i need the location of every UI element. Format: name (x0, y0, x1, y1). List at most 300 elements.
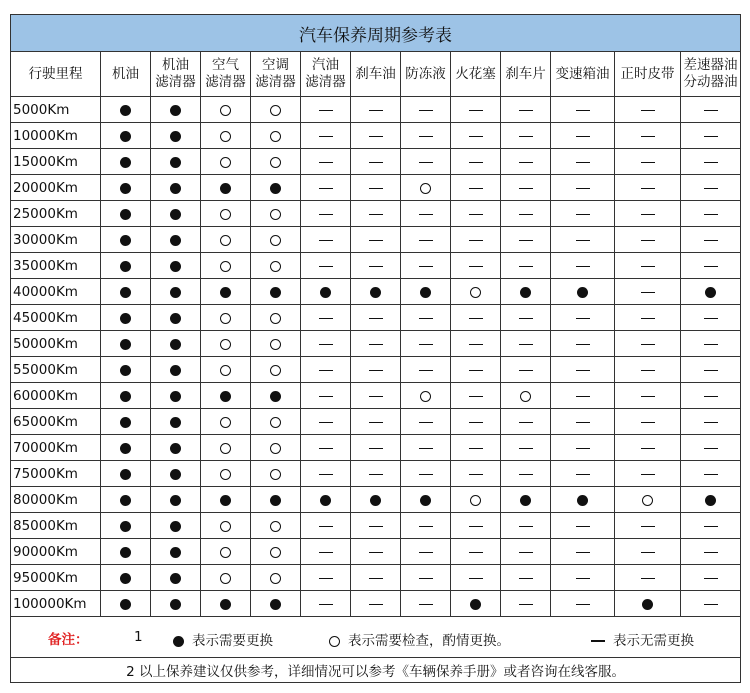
hollow-circle-icon (270, 469, 281, 480)
note-label: 备注： (48, 632, 89, 648)
mark-cell (351, 461, 401, 487)
mark-cell (681, 175, 741, 201)
dash-icon (519, 604, 533, 605)
mark-cell (151, 591, 201, 617)
filled-dot-icon (120, 573, 131, 584)
dash-icon (369, 136, 383, 137)
mark-cell (551, 279, 615, 305)
dash-icon (369, 318, 383, 319)
mark-cell (615, 435, 681, 461)
dash-icon (419, 578, 433, 579)
mark-cell (401, 513, 451, 539)
mark-cell (101, 305, 151, 331)
filled-dot-icon (470, 599, 481, 610)
filled-dot-icon (120, 391, 131, 402)
dash-icon (469, 344, 483, 345)
mark-cell (551, 409, 615, 435)
hollow-circle-icon (270, 573, 281, 584)
dash-icon (469, 474, 483, 475)
mark-cell (681, 227, 741, 253)
dash-icon (704, 448, 718, 449)
dash-icon (369, 578, 383, 579)
dash-icon (576, 136, 590, 137)
mark-cell (201, 201, 251, 227)
legend-none-text: 表示无需更换 (613, 633, 694, 649)
mark-cell (551, 97, 615, 123)
dash-icon (641, 292, 655, 293)
dash-icon (469, 370, 483, 371)
table-row (11, 331, 741, 357)
mark-cell (401, 279, 451, 305)
mark-cell (201, 591, 251, 617)
mark-cell (615, 565, 681, 591)
dash-icon (576, 162, 590, 163)
hollow-circle-icon (270, 157, 281, 168)
dash-icon (419, 526, 433, 527)
mark-cell (101, 253, 151, 279)
dash-icon (641, 422, 655, 423)
mark-cell (615, 539, 681, 565)
mark-cell (351, 97, 401, 123)
mark-cell (301, 591, 351, 617)
mark-cell (351, 409, 401, 435)
mark-cell (615, 97, 681, 123)
mark-cell (451, 175, 501, 201)
filled-dot-icon (270, 495, 281, 506)
hollow-circle-icon (270, 339, 281, 350)
filled-dot-icon (577, 495, 588, 506)
mark-cell (615, 253, 681, 279)
filled-dot-icon (270, 391, 281, 402)
dash-icon (576, 370, 590, 371)
mark-cell (301, 513, 351, 539)
dash-icon (369, 240, 383, 241)
mark-cell (401, 435, 451, 461)
hollow-circle-icon (220, 469, 231, 480)
mark-cell (501, 175, 551, 201)
dash-icon (704, 240, 718, 241)
dash-icon (369, 422, 383, 423)
dash-icon (641, 396, 655, 397)
mark-cell (615, 591, 681, 617)
mark-cell (501, 201, 551, 227)
mark-cell (451, 149, 501, 175)
dash-icon (704, 396, 718, 397)
mark-cell (501, 513, 551, 539)
legend-check (329, 629, 510, 649)
mark-cell (551, 513, 615, 539)
dash-icon (519, 110, 533, 111)
maintenance-table (10, 14, 741, 683)
dash-icon (319, 396, 333, 397)
mark-cell (151, 123, 201, 149)
mark-cell (401, 331, 451, 357)
mark-cell (101, 201, 151, 227)
filled-dot-icon (120, 469, 131, 480)
mark-cell (401, 539, 451, 565)
mark-cell (351, 487, 401, 513)
mark-cell (251, 175, 301, 201)
filled-dot-icon (170, 417, 181, 428)
dash-icon (576, 188, 590, 189)
dash-icon (641, 344, 655, 345)
mark-cell (501, 409, 551, 435)
mileage-cell: 35000Km (11, 253, 101, 279)
mark-cell (451, 97, 501, 123)
dash-icon (641, 240, 655, 241)
mark-cell (551, 305, 615, 331)
table-row (11, 305, 741, 331)
mileage-cell: 65000Km (11, 409, 101, 435)
mark-cell (201, 435, 251, 461)
dash-icon (469, 578, 483, 579)
dash-icon (419, 266, 433, 267)
mark-cell (401, 383, 451, 409)
mark-cell (501, 357, 551, 383)
mark-cell (201, 253, 251, 279)
hollow-circle-icon (520, 391, 531, 402)
mark-cell (501, 487, 551, 513)
column-header: 火花塞 (451, 52, 501, 97)
mark-cell (351, 201, 401, 227)
mark-cell (451, 487, 501, 513)
mark-cell (101, 461, 151, 487)
dash-icon (519, 162, 533, 163)
mark-cell (451, 357, 501, 383)
dash-icon (519, 422, 533, 423)
filled-dot-icon (320, 495, 331, 506)
filled-dot-icon (170, 547, 181, 558)
mark-cell (101, 383, 151, 409)
mileage-cell: 90000Km (11, 539, 101, 565)
hollow-circle-icon (220, 209, 231, 220)
mark-cell (501, 539, 551, 565)
dash-icon (469, 188, 483, 189)
table-row (11, 201, 741, 227)
mark-cell (681, 461, 741, 487)
mark-cell (101, 487, 151, 513)
mark-cell (615, 279, 681, 305)
mark-cell (551, 487, 615, 513)
hollow-circle-icon (270, 521, 281, 532)
dash-icon (576, 110, 590, 111)
dash-icon (369, 188, 383, 189)
dash-icon (576, 604, 590, 605)
mark-cell (401, 487, 451, 513)
dash-icon (519, 214, 533, 215)
mark-cell (615, 357, 681, 383)
filled-dot-icon (120, 131, 131, 142)
mark-cell (101, 97, 151, 123)
dash-icon (419, 474, 433, 475)
hollow-circle-icon (270, 131, 281, 142)
table-title: 汽车保养周期参考表 (11, 15, 741, 52)
filled-dot-icon (270, 599, 281, 610)
filled-dot-icon (220, 391, 231, 402)
mark-cell (401, 591, 451, 617)
filled-dot-icon (120, 287, 131, 298)
filled-dot-icon (520, 495, 531, 506)
dash-icon (519, 448, 533, 449)
mark-cell (401, 227, 451, 253)
filled-dot-icon (170, 105, 181, 116)
dash-icon (641, 136, 655, 137)
dash-icon (369, 448, 383, 449)
dash-icon (319, 526, 333, 527)
hollow-circle-icon (270, 417, 281, 428)
dash-icon (576, 318, 590, 319)
mileage-cell: 45000Km (11, 305, 101, 331)
filled-dot-icon (170, 391, 181, 402)
mark-cell (351, 123, 401, 149)
mark-cell (301, 279, 351, 305)
mileage-cell: 5000Km (11, 97, 101, 123)
dash-icon (641, 214, 655, 215)
dash-icon (319, 422, 333, 423)
mark-cell (151, 227, 201, 253)
dash-icon (319, 240, 333, 241)
hollow-circle-icon (220, 573, 231, 584)
mark-cell (681, 357, 741, 383)
dash-icon (419, 318, 433, 319)
mark-cell (501, 305, 551, 331)
dash-icon (704, 214, 718, 215)
table-row (11, 513, 741, 539)
dash-icon (704, 422, 718, 423)
mark-cell (301, 539, 351, 565)
table-row (11, 435, 741, 461)
legend-replace-text: 表示需要更换 (192, 633, 273, 649)
dash-icon (641, 526, 655, 527)
dash-icon (576, 422, 590, 423)
mark-cell (201, 123, 251, 149)
filled-dot-icon (120, 521, 131, 532)
filled-dot-icon (170, 131, 181, 142)
legend-check-text: 表示需要检查，酌情更换。 (348, 633, 510, 649)
mark-cell (551, 591, 615, 617)
column-header: 汽油 滤清器 (301, 52, 351, 97)
mark-cell (451, 123, 501, 149)
filled-dot-icon (120, 313, 131, 324)
dash-icon (704, 526, 718, 527)
dash-icon (519, 474, 533, 475)
mark-cell (251, 201, 301, 227)
dash-icon (319, 214, 333, 215)
dash-icon (419, 370, 433, 371)
mark-cell (251, 565, 301, 591)
mark-cell (551, 357, 615, 383)
dash-icon (369, 266, 383, 267)
dash-icon (419, 422, 433, 423)
mark-cell (301, 201, 351, 227)
dash-icon (641, 110, 655, 111)
filled-dot-icon (170, 521, 181, 532)
dash-icon (369, 370, 383, 371)
mark-cell (451, 513, 501, 539)
mileage-cell: 85000Km (11, 513, 101, 539)
dash-icon (469, 318, 483, 319)
dash-icon (704, 136, 718, 137)
mark-cell (681, 409, 741, 435)
mark-cell (151, 357, 201, 383)
hollow-circle-icon (220, 339, 231, 350)
hollow-circle-icon (270, 235, 281, 246)
filled-dot-icon (120, 105, 131, 116)
mark-cell (101, 539, 151, 565)
hollow-circle-icon (270, 547, 281, 558)
mark-cell (681, 253, 741, 279)
table-row (11, 149, 741, 175)
mileage-cell: 30000Km (11, 227, 101, 253)
dash-icon (469, 266, 483, 267)
dash-icon (641, 370, 655, 371)
dash-icon (319, 448, 333, 449)
dash-icon (469, 162, 483, 163)
mark-cell (551, 435, 615, 461)
mark-cell (301, 409, 351, 435)
dash-icon (319, 370, 333, 371)
mark-cell (681, 487, 741, 513)
dash-icon (419, 604, 433, 605)
mark-cell (451, 461, 501, 487)
dash-icon (576, 214, 590, 215)
mark-cell (501, 279, 551, 305)
mark-cell (101, 279, 151, 305)
mark-cell (201, 513, 251, 539)
dash-icon (369, 474, 383, 475)
hollow-circle-icon (220, 313, 231, 324)
legend-replace (173, 629, 273, 649)
mark-cell (251, 331, 301, 357)
mark-cell (351, 435, 401, 461)
mark-cell (151, 201, 201, 227)
mark-cell (101, 357, 151, 383)
table-row (11, 279, 741, 305)
footer-note: 2 以上保养建议仅供参考，详细情况可以参考《车辆保养手册》或者咨询在线客服。 (11, 658, 741, 683)
mark-cell (551, 253, 615, 279)
mark-cell (615, 123, 681, 149)
mileage-cell: 60000Km (11, 383, 101, 409)
dash-icon (576, 474, 590, 475)
column-header: 机油 滤清器 (151, 52, 201, 97)
mark-cell (151, 435, 201, 461)
mark-cell (451, 409, 501, 435)
mark-cell (251, 435, 301, 461)
mark-cell (501, 435, 551, 461)
dash-icon (519, 188, 533, 189)
dash-icon (469, 552, 483, 553)
mark-cell (251, 305, 301, 331)
filled-dot-icon (120, 183, 131, 194)
dash-icon (369, 604, 383, 605)
mark-cell (301, 123, 351, 149)
mark-cell (615, 331, 681, 357)
dash-icon (369, 344, 383, 345)
mark-cell (301, 175, 351, 201)
mark-cell (615, 201, 681, 227)
hollow-circle-icon (270, 365, 281, 376)
mark-cell (351, 227, 401, 253)
hollow-circle-icon (270, 443, 281, 454)
mark-cell (401, 149, 451, 175)
filled-dot-icon (120, 209, 131, 220)
dash-icon (641, 162, 655, 163)
dash-icon (419, 552, 433, 553)
dash-icon (319, 318, 333, 319)
column-header: 差速器油 分动器油 (681, 52, 741, 97)
mark-cell (451, 383, 501, 409)
dash-icon (319, 110, 333, 111)
mark-cell (501, 565, 551, 591)
dash-icon (576, 396, 590, 397)
dash-icon (369, 526, 383, 527)
mark-cell (201, 149, 251, 175)
mark-cell (151, 565, 201, 591)
mileage-cell: 50000Km (11, 331, 101, 357)
dash-icon (469, 214, 483, 215)
hollow-circle-icon (220, 547, 231, 558)
mark-cell (101, 513, 151, 539)
dash-icon (369, 396, 383, 397)
mark-cell (351, 305, 401, 331)
hollow-circle-icon (470, 287, 481, 298)
dash-icon (591, 640, 605, 641)
mark-cell (301, 461, 351, 487)
dash-icon (704, 162, 718, 163)
mark-cell (501, 227, 551, 253)
column-header: 刹车片 (501, 52, 551, 97)
mark-cell (681, 591, 741, 617)
dash-icon (319, 344, 333, 345)
table-row (11, 461, 741, 487)
column-header: 行驶里程 (11, 52, 101, 97)
mileage-cell: 75000Km (11, 461, 101, 487)
mark-cell (151, 409, 201, 435)
mark-cell (681, 97, 741, 123)
mark-cell (301, 565, 351, 591)
filled-dot-icon (170, 443, 181, 454)
mileage-cell: 40000Km (11, 279, 101, 305)
filled-dot-icon (120, 235, 131, 246)
mark-cell (151, 487, 201, 513)
filled-dot-icon (705, 495, 716, 506)
filled-dot-icon (120, 417, 131, 428)
dash-icon (419, 136, 433, 137)
dash-icon (519, 240, 533, 241)
mark-cell (501, 97, 551, 123)
mark-cell (551, 331, 615, 357)
filled-dot-icon (520, 287, 531, 298)
mark-cell (451, 591, 501, 617)
dash-icon (469, 396, 483, 397)
hollow-circle-icon (270, 105, 281, 116)
mark-cell (151, 253, 201, 279)
dash-icon (704, 552, 718, 553)
dash-icon (369, 110, 383, 111)
mark-cell (451, 305, 501, 331)
dash-icon (576, 344, 590, 345)
mark-cell (201, 539, 251, 565)
mark-cell (401, 461, 451, 487)
mileage-cell: 15000Km (11, 149, 101, 175)
mark-cell (451, 279, 501, 305)
filled-dot-icon (705, 287, 716, 298)
mark-cell (501, 123, 551, 149)
table-row (11, 591, 741, 617)
dash-icon (319, 578, 333, 579)
mark-cell (551, 565, 615, 591)
mark-cell (351, 253, 401, 279)
